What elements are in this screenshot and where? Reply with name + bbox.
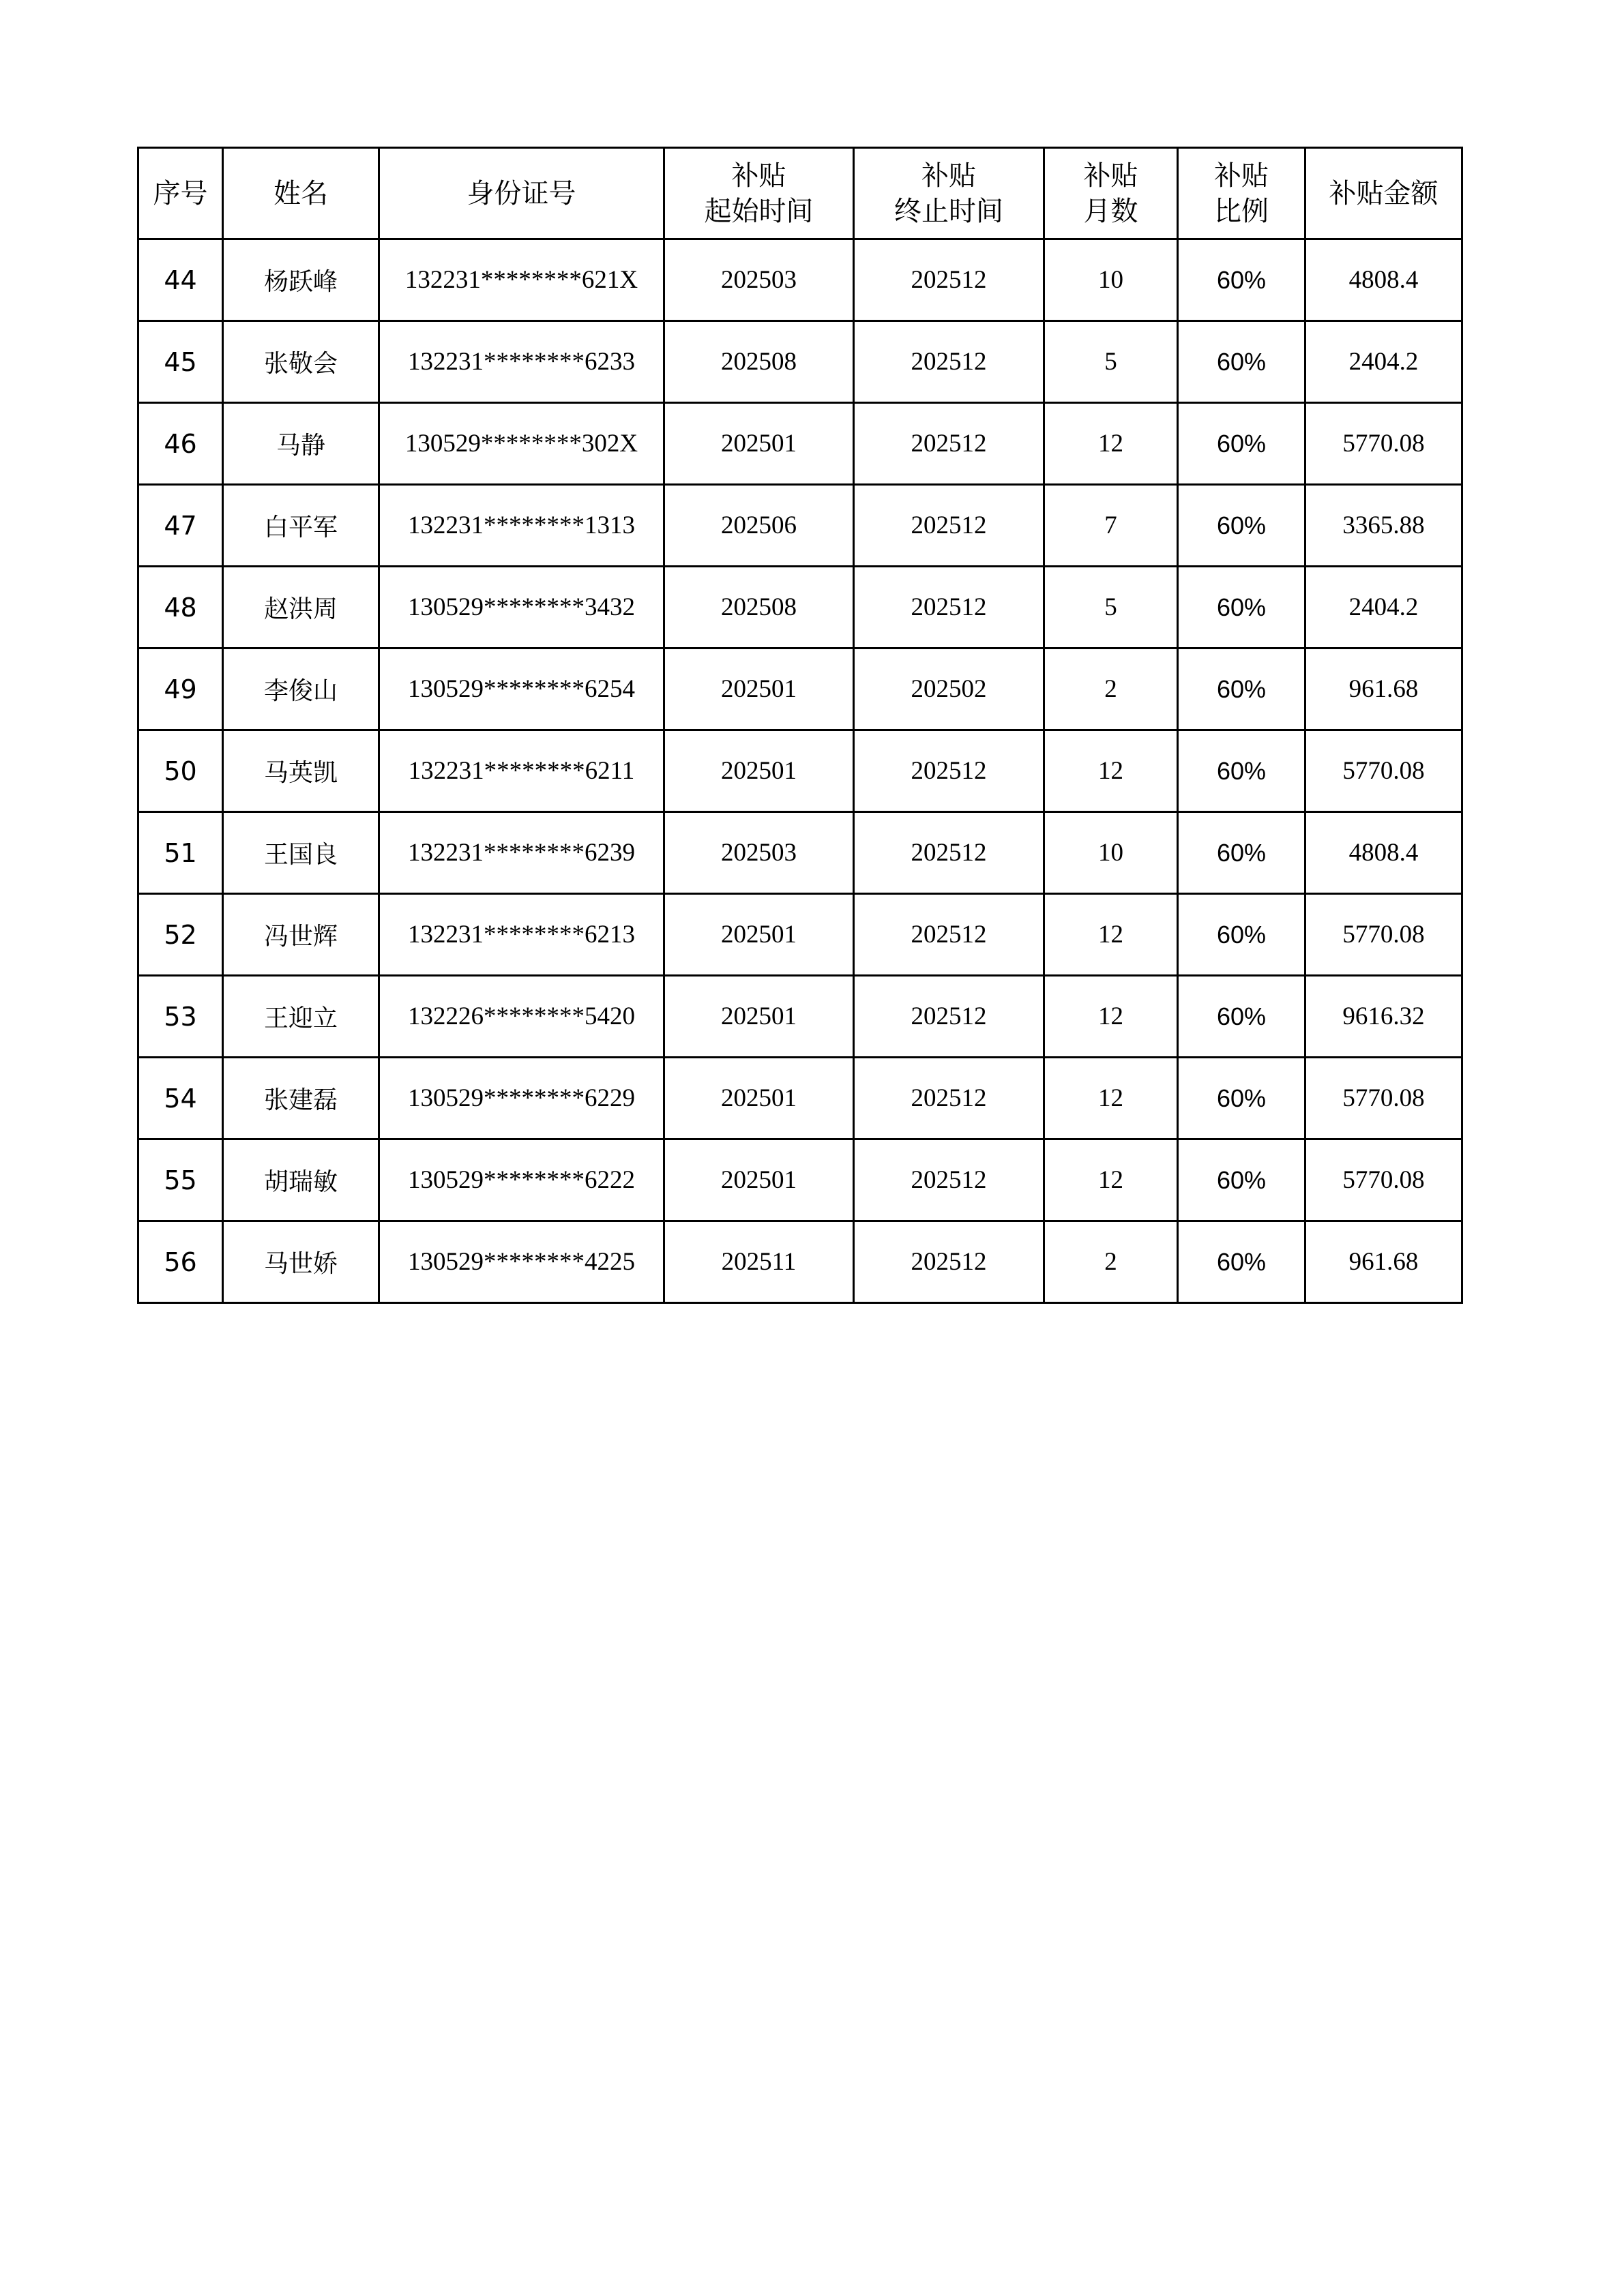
cell-ratio: 60% [1178, 1058, 1305, 1139]
cell-amount: 3365.88 [1305, 485, 1462, 567]
table-body [138, 239, 1462, 1303]
cell-id-number: 132231********6213 [379, 894, 664, 976]
cell-id-number: 130529********3432 [379, 567, 664, 648]
header-id-number [379, 148, 664, 239]
cell-name: 杨跃峰 [223, 239, 379, 321]
table-row [138, 1139, 1462, 1221]
header-end-time-line1: 补贴 [921, 160, 976, 192]
header-amount [1305, 148, 1462, 239]
cell-seq: 51 [138, 812, 223, 894]
subsidy-table [137, 147, 1463, 1304]
cell-amount: 5770.08 [1305, 894, 1462, 976]
header-seq [138, 148, 223, 239]
cell-months: 5 [1044, 321, 1178, 403]
cell-name: 白平军 [223, 485, 379, 567]
cell-seq: 52 [138, 894, 223, 976]
cell-months: 12 [1044, 1058, 1178, 1139]
cell-ratio: 60% [1178, 812, 1305, 894]
cell-amount: 4808.4 [1305, 812, 1462, 894]
cell-end-time: 202512 [854, 1058, 1044, 1139]
table-row [138, 1221, 1462, 1303]
cell-name: 王国良 [223, 812, 379, 894]
cell-ratio: 60% [1178, 567, 1305, 648]
table-row [138, 485, 1462, 567]
cell-end-time: 202512 [854, 321, 1044, 403]
cell-start-time: 202501 [664, 894, 854, 976]
cell-start-time: 202501 [664, 403, 854, 485]
cell-id-number: 132231********6239 [379, 812, 664, 894]
table-row [138, 403, 1462, 485]
cell-name: 王迎立 [223, 976, 379, 1058]
cell-name: 赵洪周 [223, 567, 379, 648]
cell-months: 5 [1044, 567, 1178, 648]
cell-start-time: 202501 [664, 1139, 854, 1221]
table-row [138, 976, 1462, 1058]
cell-id-number: 132231********6211 [379, 730, 664, 812]
cell-months: 12 [1044, 403, 1178, 485]
cell-seq: 47 [138, 485, 223, 567]
cell-ratio: 60% [1178, 485, 1305, 567]
cell-end-time: 202512 [854, 1139, 1044, 1221]
header-months [1044, 148, 1178, 239]
cell-start-time: 202508 [664, 567, 854, 648]
cell-amount: 2404.2 [1305, 321, 1462, 403]
table-row [138, 894, 1462, 976]
cell-months: 12 [1044, 976, 1178, 1058]
cell-end-time: 202512 [854, 894, 1044, 976]
header-end-time-line2: 终止时间 [894, 195, 1003, 227]
cell-ratio: 60% [1178, 730, 1305, 812]
cell-id-number: 130529********4225 [379, 1221, 664, 1303]
cell-id-number: 132226********5420 [379, 976, 664, 1058]
cell-months: 12 [1044, 730, 1178, 812]
cell-start-time: 202501 [664, 1058, 854, 1139]
cell-end-time: 202512 [854, 239, 1044, 321]
cell-id-number: 132231********1313 [379, 485, 664, 567]
cell-seq: 48 [138, 567, 223, 648]
cell-start-time: 202501 [664, 648, 854, 730]
cell-seq: 44 [138, 239, 223, 321]
cell-amount: 4808.4 [1305, 239, 1462, 321]
header-months-line1: 补贴 [1083, 160, 1138, 192]
header-name-label: 姓名 [274, 177, 328, 209]
cell-ratio: 60% [1178, 894, 1305, 976]
cell-start-time: 202501 [664, 976, 854, 1058]
cell-name: 张建磊 [223, 1058, 379, 1139]
header-ratio [1178, 148, 1305, 239]
cell-name: 冯世辉 [223, 894, 379, 976]
cell-ratio: 60% [1178, 648, 1305, 730]
cell-end-time: 202512 [854, 976, 1044, 1058]
cell-months: 2 [1044, 648, 1178, 730]
cell-months: 2 [1044, 1221, 1178, 1303]
table-row [138, 567, 1462, 648]
header-end-time [854, 148, 1044, 239]
cell-seq: 50 [138, 730, 223, 812]
cell-end-time: 202512 [854, 485, 1044, 567]
cell-id-number: 130529********6254 [379, 648, 664, 730]
cell-start-time: 202506 [664, 485, 854, 567]
cell-amount: 5770.08 [1305, 730, 1462, 812]
cell-name: 马世娇 [223, 1221, 379, 1303]
cell-amount: 961.68 [1305, 1221, 1462, 1303]
cell-name: 马英凯 [223, 730, 379, 812]
cell-amount: 2404.2 [1305, 567, 1462, 648]
header-start-time-line1: 补贴 [731, 160, 786, 192]
cell-amount: 5770.08 [1305, 403, 1462, 485]
table-row [138, 730, 1462, 812]
cell-amount: 9616.32 [1305, 976, 1462, 1058]
cell-start-time: 202511 [664, 1221, 854, 1303]
cell-name: 胡瑞敏 [223, 1139, 379, 1221]
header-start-time-line2: 起始时间 [704, 195, 814, 227]
cell-id-number: 132231********6233 [379, 321, 664, 403]
cell-months: 12 [1044, 1139, 1178, 1221]
cell-end-time: 202502 [854, 648, 1044, 730]
header-ratio-line1: 补贴 [1214, 160, 1269, 192]
cell-months: 10 [1044, 812, 1178, 894]
cell-months: 10 [1044, 239, 1178, 321]
cell-name: 张敬会 [223, 321, 379, 403]
cell-id-number: 130529********6222 [379, 1139, 664, 1221]
cell-seq: 49 [138, 648, 223, 730]
cell-ratio: 60% [1178, 403, 1305, 485]
table-row [138, 648, 1462, 730]
table-row [138, 239, 1462, 321]
cell-id-number: 132231********621X [379, 239, 664, 321]
cell-end-time: 202512 [854, 567, 1044, 648]
cell-ratio: 60% [1178, 239, 1305, 321]
cell-amount: 5770.08 [1305, 1139, 1462, 1221]
cell-start-time: 202503 [664, 239, 854, 321]
cell-start-time: 202501 [664, 730, 854, 812]
cell-ratio: 60% [1178, 1139, 1305, 1221]
header-seq-label: 序号 [153, 177, 208, 209]
header-start-time [664, 148, 854, 239]
cell-start-time: 202503 [664, 812, 854, 894]
table-row [138, 812, 1462, 894]
cell-start-time: 202508 [664, 321, 854, 403]
cell-id-number: 130529********6229 [379, 1058, 664, 1139]
cell-id-number: 130529********302X [379, 403, 664, 485]
cell-months: 12 [1044, 894, 1178, 976]
header-months-line2: 月数 [1083, 195, 1138, 227]
table-row [138, 321, 1462, 403]
cell-ratio: 60% [1178, 321, 1305, 403]
cell-seq: 53 [138, 976, 223, 1058]
header-ratio-line2: 比例 [1214, 195, 1269, 227]
header-amount-label: 补贴金额 [1329, 177, 1438, 209]
cell-seq: 54 [138, 1058, 223, 1139]
table-header-row [138, 148, 1462, 239]
cell-end-time: 202512 [854, 812, 1044, 894]
cell-name: 马静 [223, 403, 379, 485]
cell-name: 李俊山 [223, 648, 379, 730]
cell-end-time: 202512 [854, 730, 1044, 812]
cell-amount: 5770.08 [1305, 1058, 1462, 1139]
cell-amount: 961.68 [1305, 648, 1462, 730]
header-name [223, 148, 379, 239]
cell-end-time: 202512 [854, 1221, 1044, 1303]
cell-end-time: 202512 [854, 403, 1044, 485]
cell-months: 7 [1044, 485, 1178, 567]
cell-seq: 45 [138, 321, 223, 403]
cell-seq: 55 [138, 1139, 223, 1221]
table-row [138, 1058, 1462, 1139]
cell-seq: 56 [138, 1221, 223, 1303]
cell-seq: 46 [138, 403, 223, 485]
cell-ratio: 60% [1178, 976, 1305, 1058]
header-id-number-label: 身份证号 [467, 177, 576, 209]
cell-ratio: 60% [1178, 1221, 1305, 1303]
